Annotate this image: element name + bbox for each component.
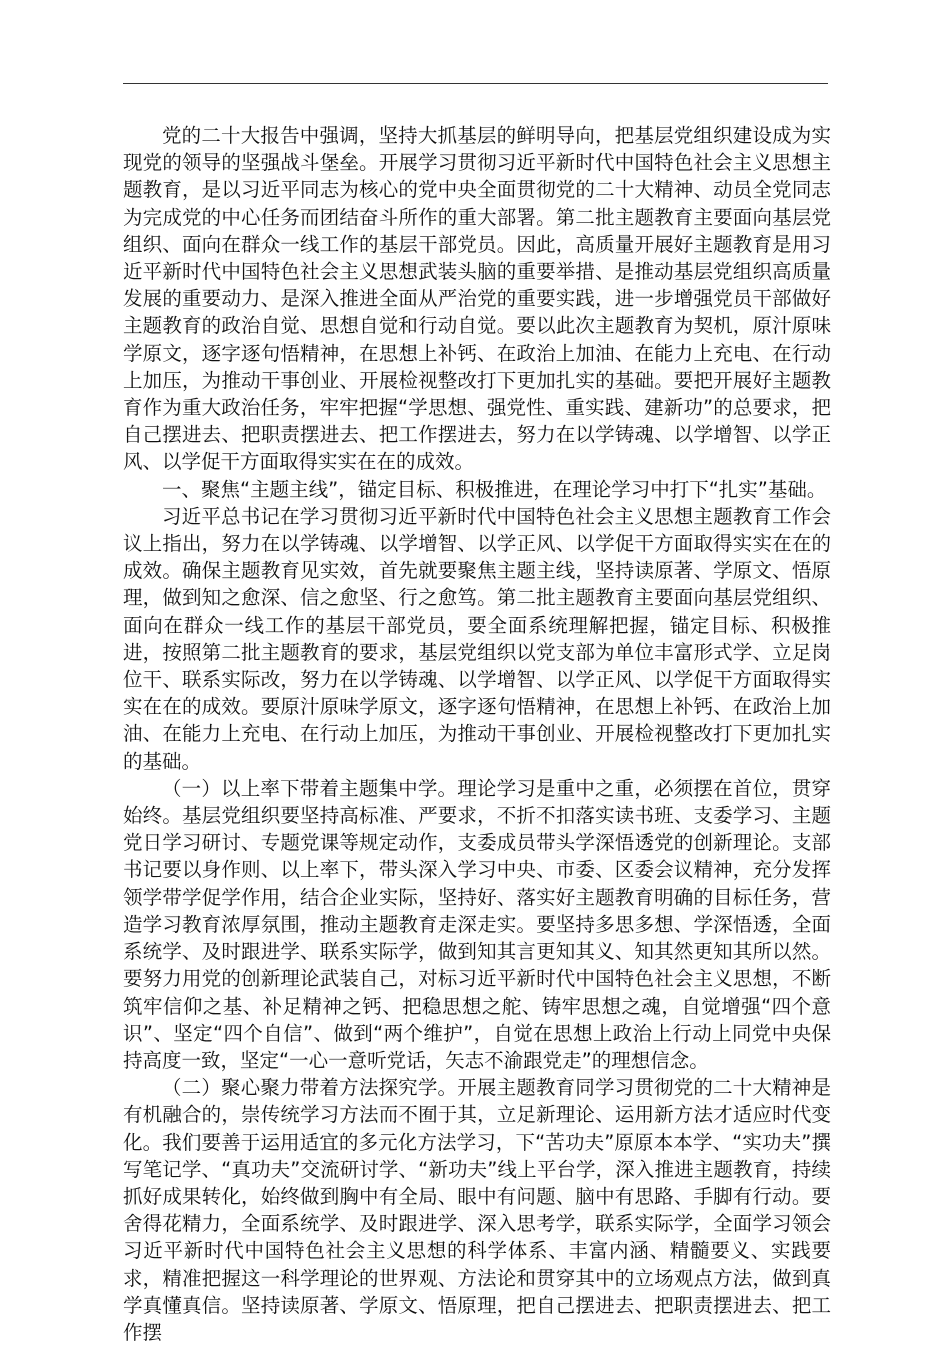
subsection-2-paragraph: （二）聚心聚力带着方法探究学。开展主题教育同学习贯彻党的二十大精神是有机融合的，崇传统学习方法而不囿于其，立足新理论、运用新方法才适应时代变化。我们要善于运用适宜的多元化方法学习，下“苦功夫”原原本本学、“实功夫”撰写笔记学、“真功夫”交流研讨学、“新功夫”线上平台学，深入推进主题教育，持续抓好成果转化，始终做到胸中有全局、眼中有问题、脑中有思路、手脚有行动。要舍得花精力，全面系统学、及时跟进学、深入思考学，联系实际学，全面学习领会习近平新时代中国特色社会主义思想的科学体系、丰富内涵、精髓要义、实践要求，精准把握这一科学理论的世界观、方法论和贯穿其中的立场观点方法，做到真学真懂真信。坚持读原著、学原文、悟原理，把自己摆进去、把职责摆进去、把工作摆 [123, 1076, 831, 1344]
subsection-1-paragraph: （一）以上率下带着主题集中学。理论学习是重中之重，必须摆在首位，贯穿始终。基层党组织要坚持高标准、严要求，不折不扣落实读书班、支委学习、主题党日学习研讨、专题党课等规定动作，支委成员带头学深悟透党的创新理论。支部书记要以身作则、以上率下，带头深入学习中央、市委、区委会议精神，充分发挥领学带学促学作用，结合企业实际，坚持好、落实好主题教育明确的目标任务，营造学习教育浓厚氛围，推动主题教育走深走实。要坚持多思多想、学深悟透，全面系统学、及时跟进学、联系实际学，做到知其言更知其义、知其然更知其所以然。要努力用党的创新理论武装自己，对标习近平新时代中国特色社会主义思想，不断筑牢信仰之基、补足精神之钙、把稳思想之舵、铸牢思想之魂，自觉增强“四个意识”、坚定“四个自信”、做到“两个维护”，自觉在思想上政治上行动上同党中央保持高度一致，坚定“一心一意听党话，矢志不渝跟党走”的理想信念。 [123, 776, 831, 1072]
document-body [123, 122, 831, 1346]
header-rule [123, 83, 828, 84]
intro-paragraph: 党的二十大报告中强调，坚持大抓基层的鲜明导向，把基层党组织建设成为实现党的领导的坚强战斗堡垒。开展学习贯彻习近平新时代中国特色社会主义思想主题教育，是以习近平同志为核心的党中央全面贯彻党的二十大精神、动员全党同志为完成党的中心任务而团结奋斗所作的重大部署。第二批主题教育主要面向基层党组织、面向在群众一线工作的基层干部党员。因此，高质量开展好主题教育是用习近平新时代中国特色社会主义思想武装头脑的重要举措、是推动基层党组织高质量发展的重要动力、是深入推进全面从严治党的重要实践，进一步增强党员干部做好主题教育的政治自觉、思想自觉和行动自觉。要以此次主题教育为契机，原汁原味学原文，逐字逐句悟精神，在思想上补钙、在政治上加油、在能力上充电、在行动上加压，为推动干事创业、开展检视整改打下更加扎实的基础。要把开展好主题教育作为重大政治任务，牢牢把握“学思想、强党性、重实践、建新功”的总要求，把自己摆进去、把职责摆进去、把工作摆进去，努力在以学铸魂、以学增智、以学正风、以学促干方面取得实实在在的成效。 [123, 124, 831, 474]
section-1-paragraph: 习近平总书记在学习贯彻习近平新时代中国特色社会主义思想主题教育工作会议上指出，努力在以学铸魂、以学增智、以学正风、以学促干方面取得实实在在的成效。确保主题教育见实效，首先就要聚焦主题主线，坚持读原著、学原文、悟原理，做到知之愈深、信之愈坚、行之愈笃。第二批主题教育主要面向基层党组织、面向在群众一线工作的基层干部党员，要全面系统理解把握，锚定目标、积极推进，按照第二批主题教育的要求，基层党组织以党支部为单位丰富形式学、立足岗位干、联系实际改，努力在以学铸魂、以学增智、以学正风、以学促干方面取得实实在在的成效。要原汁原味学原文，逐字逐句悟精神，在思想上补钙、在政治上加油、在能力上充电、在行动上加压，为推动干事创业、开展检视整改打下更加扎实的基础。 [123, 504, 831, 773]
section-heading-1: 一、聚焦“主题主线”，锚定目标、积极推进，在理论学习中打下“扎实”基础。 [162, 477, 827, 501]
